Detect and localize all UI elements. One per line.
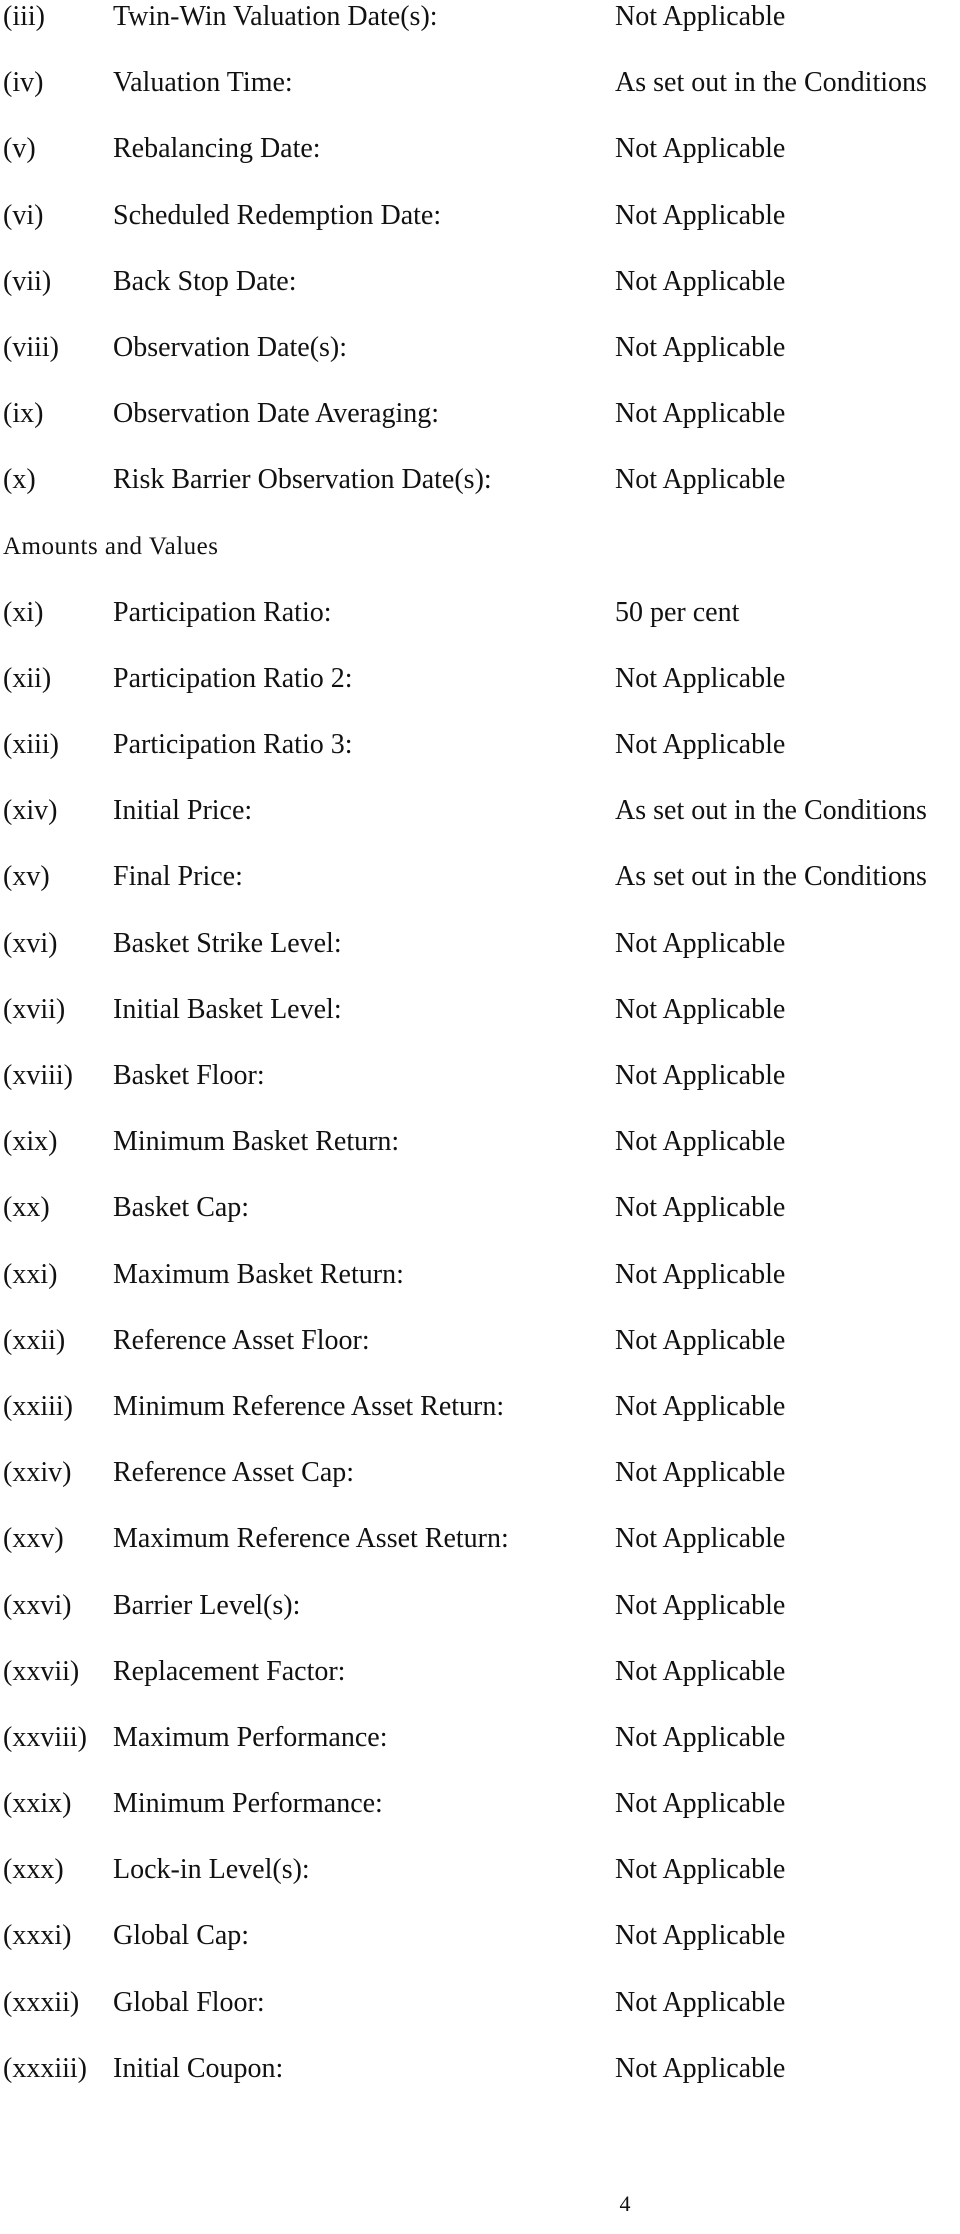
term-row <box>3 596 953 662</box>
term-row <box>3 728 953 794</box>
term-value: Not Applicable <box>615 1854 786 1886</box>
terms-list-bottom <box>3 596 953 2118</box>
term-label: Barrier Level(s): <box>113 1589 301 1621</box>
term-number: (xv) <box>3 861 50 893</box>
term-number: (xxix) <box>3 1788 72 1820</box>
term-row <box>3 927 953 993</box>
term-value: Not Applicable <box>615 1788 786 1820</box>
term-label: Maximum Basket Return: <box>113 1258 404 1290</box>
term-number: (xxv) <box>3 1523 64 1555</box>
term-number: (xix) <box>3 1126 58 1158</box>
term-row <box>3 199 953 265</box>
term-label: Initial Price: <box>113 795 253 827</box>
term-number: (xxxiii) <box>3 2052 87 2084</box>
term-label: Reference Asset Floor: <box>113 1324 370 1356</box>
term-row <box>3 1125 953 1191</box>
term-number: (ix) <box>3 398 44 430</box>
term-value: Not Applicable <box>615 199 786 231</box>
term-value: Not Applicable <box>615 1457 786 1489</box>
term-label: Minimum Reference Asset Return: <box>113 1390 505 1422</box>
term-number: (v) <box>3 133 36 165</box>
term-label: Rebalancing Date: <box>113 133 321 165</box>
term-label: Scheduled Redemption Date: <box>113 199 442 231</box>
term-value: Not Applicable <box>615 1060 786 1091</box>
term-value: 50 per cent <box>615 596 740 628</box>
term-row <box>3 1589 953 1655</box>
term-value: Not Applicable <box>615 993 786 1025</box>
term-value: Not Applicable <box>615 1 786 32</box>
term-value: Not Applicable <box>615 1721 786 1753</box>
term-value: Not Applicable <box>615 1390 786 1422</box>
term-number: (xxi) <box>3 1258 58 1290</box>
term-number: (xxvi) <box>3 1589 72 1621</box>
term-label: Twin-Win Valuation Date(s): <box>113 1 438 32</box>
term-value: Not Applicable <box>615 1589 786 1621</box>
term-row <box>3 2052 953 2118</box>
term-value: Not Applicable <box>615 1655 786 1687</box>
term-label: Back Stop Date: <box>113 265 297 297</box>
term-label: Participation Ratio: <box>113 596 332 628</box>
term-number: (xiii) <box>3 729 59 761</box>
term-number: (vii) <box>3 265 52 297</box>
term-number: (viii) <box>3 331 59 363</box>
term-row <box>3 1324 953 1390</box>
term-number: (xxiii) <box>3 1390 73 1422</box>
term-label: Minimum Performance: <box>113 1788 383 1820</box>
term-number: (xviii) <box>3 1060 73 1091</box>
term-row <box>3 397 953 463</box>
term-value: Not Applicable <box>615 1986 786 2018</box>
term-row <box>3 1721 953 1787</box>
term-row <box>3 1853 953 1919</box>
terms-list-top <box>3 0 953 530</box>
term-value: Not Applicable <box>615 1523 786 1555</box>
term-label: Lock-in Level(s): <box>113 1854 310 1886</box>
term-number: (xx) <box>3 1192 50 1224</box>
terms-list <box>3 0 953 2118</box>
term-row <box>3 1390 953 1456</box>
term-row <box>3 0 953 66</box>
term-value: As set out in the Conditions <box>615 861 927 893</box>
term-value: Not Applicable <box>615 331 786 363</box>
term-row <box>3 662 953 728</box>
term-row <box>3 860 953 926</box>
term-label: Participation Ratio 2: <box>113 662 353 694</box>
term-row <box>3 1986 953 2052</box>
term-number: (xxvii) <box>3 1655 80 1687</box>
term-row <box>3 1655 953 1721</box>
term-row <box>3 66 953 132</box>
term-number: (xi) <box>3 596 44 628</box>
term-value: Not Applicable <box>615 662 786 694</box>
term-value: Not Applicable <box>615 729 786 761</box>
term-number: (xii) <box>3 662 52 694</box>
term-row <box>3 132 953 198</box>
term-label: Observation Date(s): <box>113 331 348 363</box>
term-row <box>3 1919 953 1985</box>
term-value: Not Applicable <box>615 1324 786 1356</box>
term-value: Not Applicable <box>615 1258 786 1290</box>
term-value: Not Applicable <box>615 1126 786 1158</box>
term-number: (iv) <box>3 67 44 99</box>
term-label: Observation Date Averaging: <box>113 398 440 430</box>
term-label: Basket Strike Level: <box>113 927 342 959</box>
term-row <box>3 1059 953 1125</box>
term-label: Global Floor: <box>113 1986 265 2018</box>
term-row <box>3 794 953 860</box>
term-number: (xxii) <box>3 1324 66 1356</box>
term-value: Not Applicable <box>615 927 786 959</box>
term-number: (xxx) <box>3 1854 64 1886</box>
page-number: 4 <box>619 2191 631 2216</box>
term-number: (xxiv) <box>3 1457 72 1489</box>
section-heading-amounts-and-values: Amounts and Values <box>3 532 219 560</box>
term-number: (xxxii) <box>3 1986 80 2018</box>
term-number: (xxxi) <box>3 1920 72 1952</box>
term-label: Final Price: <box>113 861 243 893</box>
term-number: (iii) <box>3 1 45 32</box>
term-value: Not Applicable <box>615 2052 786 2084</box>
term-row <box>3 1522 953 1588</box>
term-value: As set out in the Conditions <box>615 795 927 827</box>
term-number: (vi) <box>3 199 44 231</box>
term-label: Valuation Time: <box>113 67 293 99</box>
term-label: Minimum Basket Return: <box>113 1126 400 1158</box>
term-value: Not Applicable <box>615 398 786 430</box>
term-number: (x) <box>3 464 36 496</box>
term-row <box>3 1787 953 1853</box>
term-label: Maximum Reference Asset Return: <box>113 1523 509 1555</box>
term-label: Initial Coupon: <box>113 2052 284 2084</box>
term-row <box>3 331 953 397</box>
term-number: (xxviii) <box>3 1721 87 1753</box>
term-label: Participation Ratio 3: <box>113 729 353 761</box>
term-label: Maximum Performance: <box>113 1721 388 1753</box>
term-value: Not Applicable <box>615 1192 786 1224</box>
term-number: (xvii) <box>3 993 66 1025</box>
term-value: As set out in the Conditions <box>615 67 927 99</box>
term-value: Not Applicable <box>615 464 786 496</box>
term-row <box>3 1258 953 1324</box>
term-value: Not Applicable <box>615 1920 786 1952</box>
term-number: (xvi) <box>3 927 58 959</box>
term-value: Not Applicable <box>615 265 786 297</box>
term-row <box>3 265 953 331</box>
term-label: Initial Basket Level: <box>113 993 342 1025</box>
term-row <box>3 1456 953 1522</box>
term-row <box>3 993 953 1059</box>
term-row <box>3 1191 953 1257</box>
term-value: Not Applicable <box>615 133 786 165</box>
term-label: Replacement Factor: <box>113 1655 346 1687</box>
term-label: Risk Barrier Observation Date(s): <box>113 464 492 496</box>
term-label: Basket Cap: <box>113 1192 250 1224</box>
term-label: Basket Floor: <box>113 1060 265 1091</box>
term-label: Global Cap: <box>113 1920 250 1952</box>
term-number: (xiv) <box>3 795 58 827</box>
term-row <box>3 463 953 529</box>
term-label: Reference Asset Cap: <box>113 1457 355 1489</box>
